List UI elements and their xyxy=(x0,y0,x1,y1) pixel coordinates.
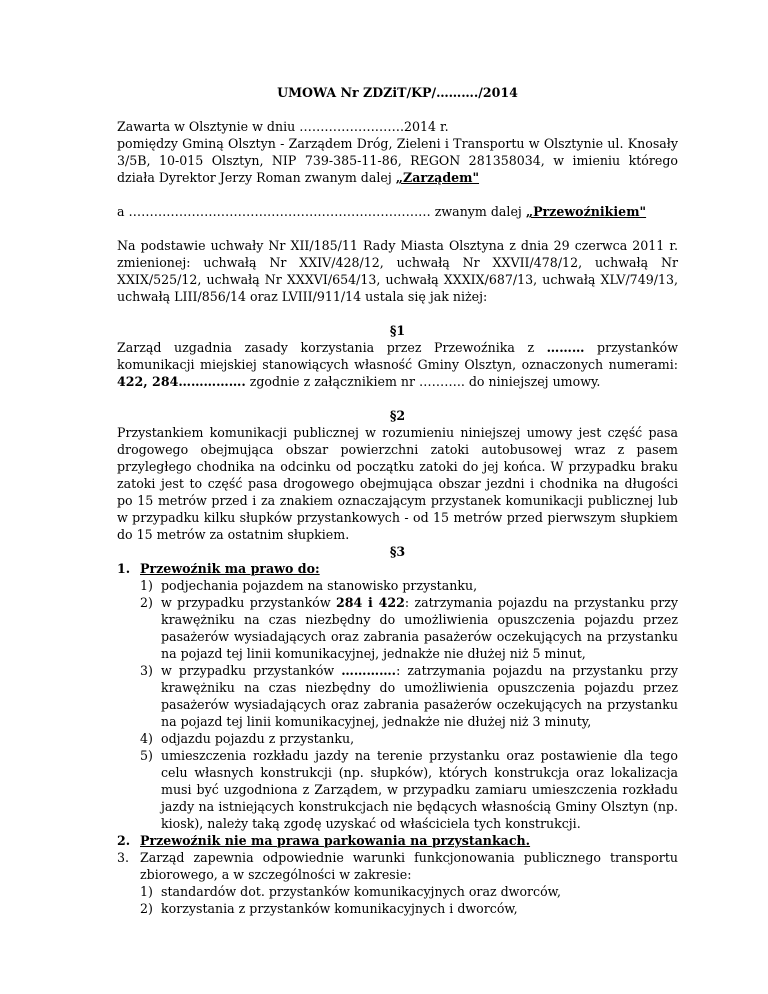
s3-1-item-3-post: : zatrzymania pojazdu na przystanku przy krawężniku na czas niezbędny do umożliwienia opuszczenia pojazdu przez pasażerów wysiadających oraz zabrania pasażerów oczekujących na przystanku na pojazd tej linii komunikacyjnej, jednakże nie dłużej niż 3 minuty, xyxy=(161,663,678,729)
s3-1-item-5 xyxy=(117,747,678,832)
s3-point-1-num: 1. xyxy=(117,561,131,576)
s3-1-item-1-num: 1) xyxy=(140,578,153,593)
section-3-heading: §3 xyxy=(389,544,406,559)
s3-point-3 xyxy=(117,849,678,883)
s3-1-item-5-text: umieszczenia rozkładu jazdy na terenie przystanku oraz postawienie dla tego celu własnych konstrukcji (np. słupków), których konstrukcja oraz lokalizacja musi być uzgodniona z Zarządem, w przypadku zamiaru umieszczenia rozkładu jazdy na istniejących konstrukcjach nie będących własnością Gminy Olsztyn (np. kiosk), należy taką zgodę uzyskać od właściciela tych konstrukcji. xyxy=(161,748,678,831)
s3-3-item-1-text: standardów dot. przystanków komunikacyjnych oraz dworców, xyxy=(161,884,561,899)
s3-1-item-3-pre: w przypadku przystanków xyxy=(161,663,342,678)
s3-1-item-2-num: 2) xyxy=(140,595,153,610)
s1-count-blank: ……… xyxy=(546,340,585,355)
section-2-text: Przystankiem komunikacji publicznej w rozumieniu niniejszej umowy jest część pasa drogowego obejmująca obszar powierzchni zatoki autobusowej wraz z pasem przyległego chodnika na odcinku od początku zatoki do jej końca. W przypadku braku zatoki jest to część pasa drogowego obejmująca obszar jezdni i chodnika na długości po 15 metrów przed i za znakiem oznaczającym przystanek komunikacji publicznej lub w przypadku kilku słupków przystankowych - od 15 metrów przed pierwszym słupkiem do 15 metrów za ostatnim słupkiem. xyxy=(117,425,678,542)
legal-basis: Na podstawie uchwały Nr XII/185/11 Rady Miasta Olsztyna z dnia 29 czerwca 2011 r. zmienionej: uchwałą Nr XXIV/428/12, uchwałą Nr XXVII/478/12, uchwałą Nr XXIX/525/12, uchwałą Nr XXXVI/654/13, uchwałą XXXIX/687/13, uchwałą XLV/749/13, uchwałą LIII/856/14 oraz LVIII/911/14 ustala się jak niżej: xyxy=(117,238,678,304)
s3-1-item-3-text xyxy=(161,662,678,730)
s3-1-item-2 xyxy=(117,594,678,662)
document-title: UMOWA Nr ZDZiT/KP/………./2014 xyxy=(277,85,518,100)
party-prefix: a ……………………………………………………………… zwanym dalej xyxy=(117,204,526,219)
s3-1-item-4 xyxy=(117,730,678,747)
section-1-text xyxy=(117,339,678,390)
s3-3-item-1-num: 1) xyxy=(140,884,153,899)
s1-text-c: zgodnie z załącznikiem nr ……….. do niniejszej umowy. xyxy=(245,374,601,389)
s1-stop-numbers: 422, 284……………. xyxy=(117,374,246,389)
party-line xyxy=(117,203,678,220)
s3-1-item-3 xyxy=(117,662,678,730)
s3-1-item-2-text xyxy=(161,594,678,662)
s3-3-item-2 xyxy=(117,900,678,917)
s3-point-2 xyxy=(117,832,678,849)
section-2-heading: §2 xyxy=(389,408,406,423)
s3-1-item-4-text: odjazdu pojazdu z przystanku, xyxy=(161,731,355,746)
s3-3-item-2-num: 2) xyxy=(140,901,153,916)
s3-point-2-label xyxy=(140,832,678,849)
s1-text-a: Zarząd uzgadnia zasady korzystania przez Przewoźnika z xyxy=(117,340,547,355)
section-2 xyxy=(117,407,678,543)
s3-1-item-2-bold: 284 i 422 xyxy=(336,595,405,610)
s3-point-1-label xyxy=(140,560,678,577)
s3-1-item-2-post: : zatrzymania pojazdu na przystanku przy krawężniku na czas niezbędny do umożliwienia opuszczenia pojazdu przez pasażerów wysiadających oraz zabrania pasażerów oczekujących na przystanku na pojazd tej linii komunikacyjnej, jednakże nie dłużej niż 5 minut, xyxy=(161,595,678,661)
intro-parties-text: pomiędzy Gminą Olsztyn - Zarządem Dróg, Zieleni i Transportu w Olsztynie ul. Knosały 3/5B, 10-015 Olsztyn, NIP 739-385-11-86, REGON 281358034, w imieniu którego działa Dyrektor Jerzy Roman zwanym dalej xyxy=(117,136,678,185)
s3-3-item-2-text: korzystania z przystanków komunikacyjnych i dworców, xyxy=(161,901,518,916)
s3-point-1-label-text: Przewoźnik ma prawo do: xyxy=(140,561,320,576)
s3-point-3-num: 3. xyxy=(117,850,130,865)
s3-point-1 xyxy=(117,560,678,577)
intro-date-line: Zawarta w Olsztynie w dniu …………………….2014 r. xyxy=(117,119,449,134)
przewoznik-label: „Przewoźnikiem" xyxy=(525,204,647,219)
s3-1-item-4-num: 4) xyxy=(140,731,153,746)
zarzad-label: „Zarządem" xyxy=(395,170,480,185)
s3-1-item-1 xyxy=(117,577,678,594)
s1-text-b: przystanków komunikacji miejskiej stanowiących własność Gminy Olsztyn, oznaczonych numerami: xyxy=(117,340,678,372)
s3-1-item-3-bold: …………. xyxy=(341,663,397,678)
s3-1-item-5-num: 5) xyxy=(140,748,153,763)
section-3 xyxy=(117,543,678,917)
s3-1-item-1-text: podjechania pojazdem na stanowisko przystanku, xyxy=(161,578,478,593)
intro-paragraph xyxy=(117,118,678,186)
intro-parties xyxy=(117,135,678,186)
section-1-heading: §1 xyxy=(389,323,406,338)
s3-1-item-3-num: 3) xyxy=(140,663,153,678)
s3-3-item-1 xyxy=(117,883,678,900)
section-1 xyxy=(117,322,678,390)
s3-point-3-text: Zarząd zapewnia odpowiednie warunki funkcjonowania publicznego transportu zbiorowego, a w szczególności w zakresie: xyxy=(140,850,678,882)
s3-point-2-label-text: Przewoźnik nie ma prawa parkowania na przystankach. xyxy=(140,833,531,848)
s3-point-2-num: 2. xyxy=(117,833,131,848)
s3-1-item-2-pre: w przypadku przystanków xyxy=(161,595,337,610)
